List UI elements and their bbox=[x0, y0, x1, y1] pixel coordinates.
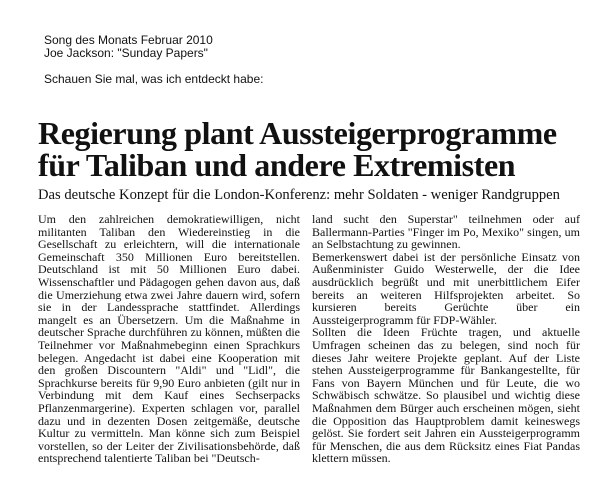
song-artist-title-line: Joe Jackson: "Sunday Papers" bbox=[44, 46, 208, 60]
headline-line-1: Regierung plant Aussteigerprogramme bbox=[38, 115, 557, 151]
page-header bbox=[44, 34, 213, 60]
article-subheadline: Das deutsche Konzept für die London-Konferenz: mehr Soldaten - weniger Randgruppen bbox=[38, 187, 560, 203]
headline-line-2: für Taliban und andere Extremisten bbox=[38, 147, 516, 183]
article-headline bbox=[38, 117, 598, 181]
article-paragraph: Sollten die Ideen Früchte tragen, und aktuelle Umfragen scheinen das zu belegen, sind noch für dieses Jahr weitere Projekte geplant. Auf der Liste stehen Aussteigerprogramme für Bankangestellte, für Fans von Bayern München und für Leute, die wo Schwäbisch schwätze. So plausibel und wichtig diese Maßnahmen dem Bürger auch erscheinen mögen, sieht die Opposition das Hauptproblem damit keineswegs gelöst. Sie fordert seit Jahren ein Aussteigerprogramm für Menschen, die aus dem Rücksitz eines Fiat Pandas klettern müssen. bbox=[312, 325, 580, 466]
article-paragraph: Bemerkenswert dabei ist der persönliche Einsatz von Außenminister Guido Westerwelle, der die Idee ausdrücklich begrüßt und mit unerbittlichem Eifer bereits an weiteren Hilfsprojekten arbeitet. So kursieren bereits Gerüchte über ein Aussteigerprogramm für FDP-Wähler. bbox=[312, 249, 580, 327]
article-column-right bbox=[312, 213, 580, 465]
article-paragraph: land sucht den Superstar" teilnehmen oder auf Ballermann-Parties "Finger im Po, Mexiko" singen, um an Selbstachtung zu gewinnen. bbox=[312, 212, 580, 252]
article-paragraph: Um den zahlreichen demokratiewilligen, nicht militanten Taliban den Wiedereinstieg in die Gesellschaft zu erleichtern, will die internationale Gemeinschaft 350 Millionen Euro bereitstellen. Deutschland ist mit 50 Millionen Euro dabei. Wissenschaftler und Pädagogen gehen davon aus, daß die Umerziehung etwa zwei Jahre dauern wird, sofern sie in der Landessprache stattfindet. Allerdings mangelt es an Übersetzern. Um die Maßnahme in deutscher Sprache durchführen zu können, müßten die Teilnehmer vor Maßnahmebeginn einen Sprachkurs belegen. Angedacht ist dabei eine Kooperation mit den großen Discountern "Aldi" und "Lidl", die Sprachkurse bereits für 9,90 Euro anbieten (gilt nur in Verbindung mit dem Kauf eines Sechserpacks Pflanzenmargerine). Experten schlagen vor, parallel dazu und in dezenten Dosen zeitgemäße, deutsche Kultur zu vermitteln. Man könne sich zum Beispiel vorstellen, so der Leiter der Zivilisationsbehörde, daß entsprechend talentierte Taliban bei "Deutsch- bbox=[38, 212, 300, 466]
article-column-left bbox=[38, 213, 300, 465]
intro-text: Schauen Sie mal, was ich entdeckt habe: bbox=[44, 72, 264, 86]
song-of-month-line: Song des Monats Februar 2010 bbox=[44, 33, 213, 47]
